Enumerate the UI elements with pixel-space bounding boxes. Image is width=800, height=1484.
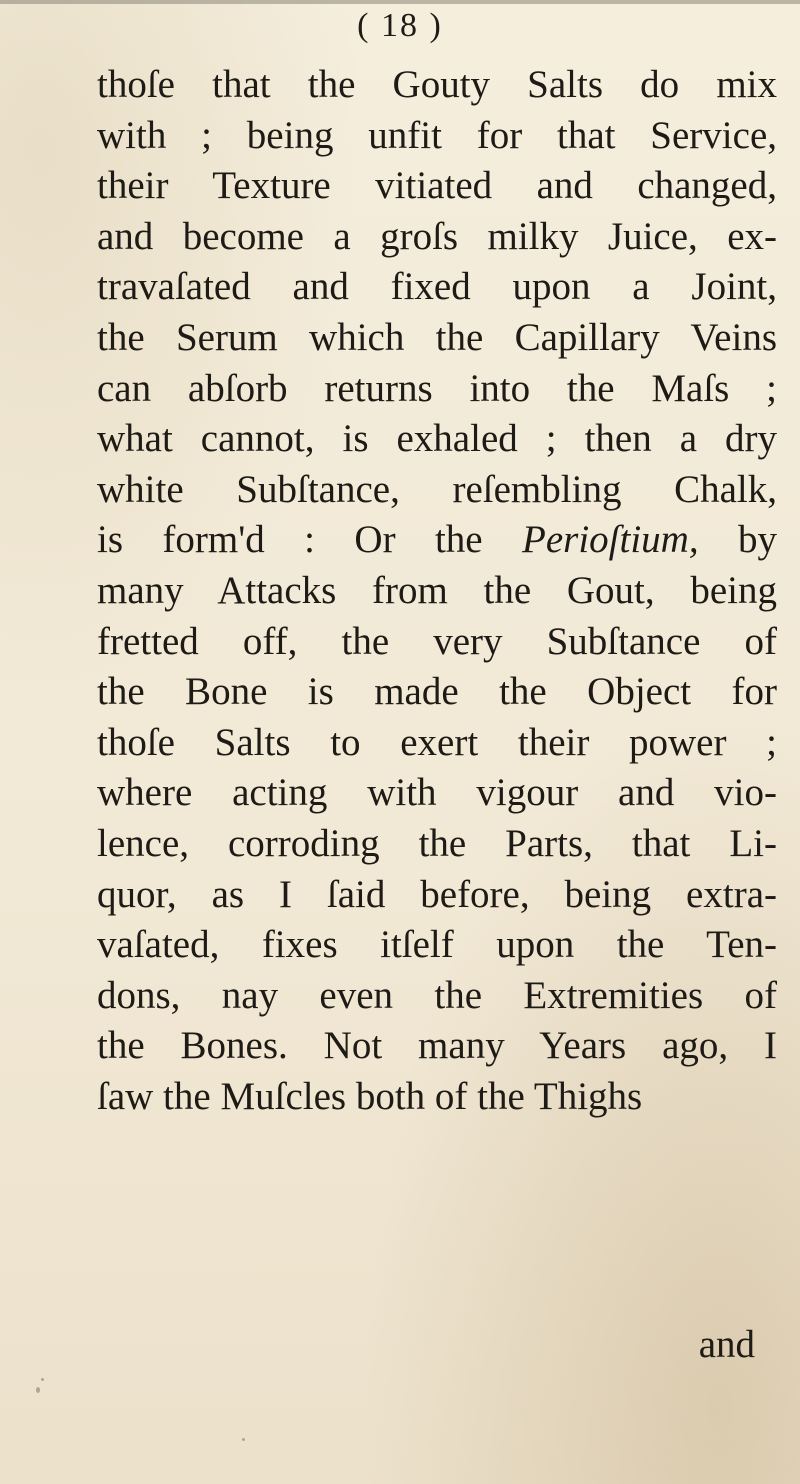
paper-speck	[242, 1438, 245, 1441]
text-line-18: vaſated, fixes itſelf upon the Ten-	[97, 923, 777, 967]
italic-term: Perioſtium,	[522, 518, 699, 562]
text-line-12: fretted off, the very Subſtance of	[97, 619, 777, 663]
body-text	[97, 60, 777, 1122]
text-line-4: and become a groſs milky Juice, ex-	[97, 214, 777, 258]
text-line-1: thoſe that the Gouty Salts do mix	[97, 63, 777, 106]
paper-speck	[36, 1387, 40, 1393]
text-line-10-end: by	[698, 518, 777, 562]
page-number: ( 18 )	[357, 7, 443, 44]
text-line-11: many Attacks from the Gout, being	[97, 568, 777, 612]
text-line-5: travaſated and fixed upon a Joint,	[97, 265, 777, 309]
text-line-9: white Subſtance, reſembling Chalk,	[97, 467, 777, 511]
text-line-19: dons, nay even the Extremities of	[97, 973, 777, 1017]
text-line-6: the Serum which the Capillary Veins	[97, 315, 777, 359]
catchword: and	[698, 1323, 755, 1366]
text-line-17: quor, as I ſaid before, being extra-	[97, 872, 777, 916]
text-line-14: thoſe Salts to exert their power ;	[97, 720, 777, 764]
text-line-2: with ; being unfit for that Service,	[97, 113, 777, 157]
text-line-10	[97, 515, 777, 566]
text-line-3: their Texture vitiated and changed,	[97, 164, 777, 208]
text-line-13: the Bone is made the Object for	[97, 670, 777, 714]
text-line-20: the Bones. Not many Years ago, I	[97, 1024, 777, 1068]
text-line-21: ſaw the Muſcles both of the Thighs	[97, 1074, 643, 1118]
text-line-7: can abſorb returns into the Maſs ;	[97, 366, 777, 410]
text-line-10-start: is form'd : Or the	[97, 518, 523, 562]
paper-speck	[41, 1378, 44, 1381]
text-line-15: where acting with vigour and vio-	[97, 771, 777, 815]
text-line-16: lence, corroding the Parts, that Li-	[97, 821, 777, 865]
text-line-8: what cannot, is exhaled ; then a dry	[97, 417, 777, 461]
